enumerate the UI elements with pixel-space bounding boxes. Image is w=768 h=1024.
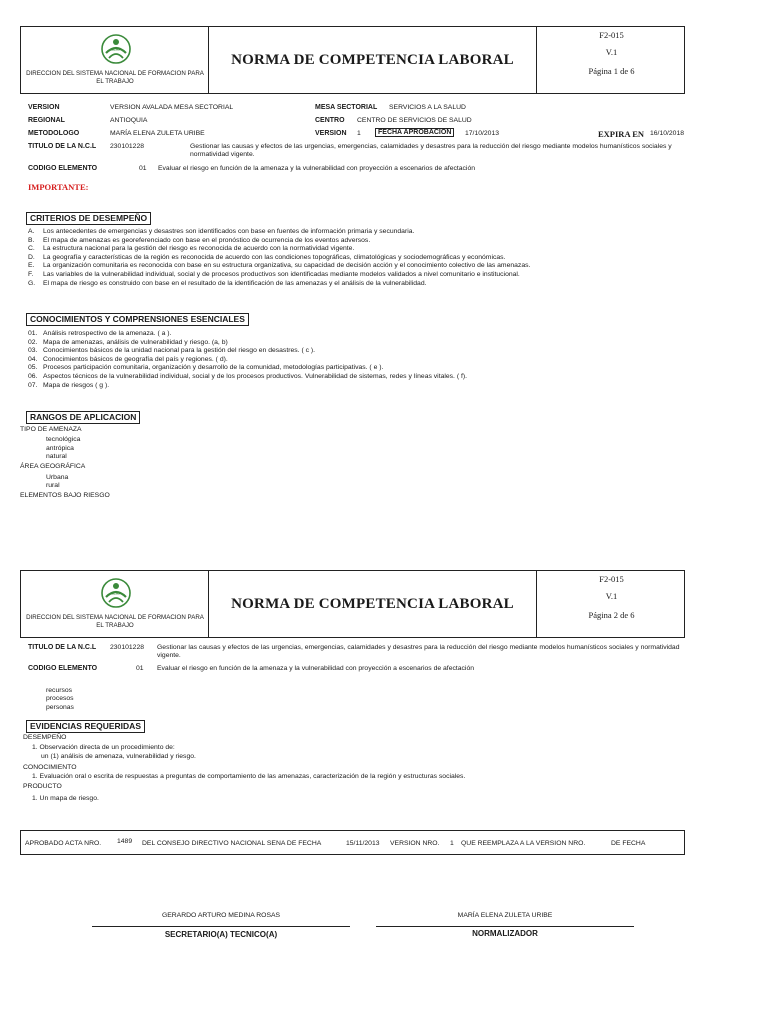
list-item xyxy=(28,237,530,246)
codigo-value: 01 xyxy=(136,665,144,672)
signer1-name: GERARDO ARTURO MEDINA ROSAS xyxy=(161,912,281,919)
version2-label: VERSION xyxy=(315,130,347,137)
titulo-value: Gestionar las causas y efectos de las urgencias, emergencias, calamidades y desastres para la reducción del riesgo mediante modelos humanísticos sociales y normatividad vigente. xyxy=(190,143,672,158)
header-direction: DIRECCION DEL SISTEMA NACIONAL DE FORMACION PARA EL TRABAJO xyxy=(26,70,204,85)
elementos-item: recursos xyxy=(46,687,73,694)
elementos-label: ELEMENTOS BAJO RIESGO xyxy=(20,492,110,499)
list-item-key: A. xyxy=(28,228,35,235)
regional-label: REGIONAL xyxy=(28,117,65,124)
header-title: NORMA DE COMPETENCIA LABORAL xyxy=(231,51,514,68)
producto-label: PRODUCTO xyxy=(23,783,62,790)
list-item xyxy=(28,373,467,382)
list-item-text: Aspectos técnicos de la vulnerabilidad individual, social y de los procesos productivos. Vulnerabilidad de sistemas, redes y líneas vitales. ( f). xyxy=(43,372,468,380)
fecha-aprobacion-label: FECHA APROBACION xyxy=(375,128,454,137)
mesa-label: MESA SECTORIAL xyxy=(315,104,378,111)
list-item-key: D. xyxy=(28,253,35,261)
fecha-aprobacion-value: 17/10/2013 xyxy=(465,130,500,137)
tipo-amenaza-label: TIPO DE AMENAZA xyxy=(20,426,82,433)
header-title: NORMA DE COMPETENCIA LABORAL xyxy=(231,595,514,612)
header-direction: DIRECCION DEL SISTEMA NACIONAL DE FORMACION PARA EL TRABAJO xyxy=(26,614,204,629)
header-logo-cell xyxy=(21,27,209,93)
titulo-label: TITULO DE LA N.C.L xyxy=(28,143,97,150)
codigo-label: CODIGO ELEMENTO xyxy=(28,165,98,172)
elementos-item: personas xyxy=(46,704,74,711)
metodologo-label: METODOLOGO xyxy=(28,130,80,137)
list-item-key: 03. xyxy=(28,347,38,355)
list-item xyxy=(28,254,530,263)
consejo-label: DEL CONSEJO DIRECTIVO NACIONAL SENA DE FECHA xyxy=(142,840,322,847)
list-item-key: 01. xyxy=(28,330,38,337)
list-item xyxy=(28,364,467,373)
expira-value: 16/10/2018 xyxy=(650,130,685,137)
signer2-role: NORMALIZADOR xyxy=(472,929,538,938)
list-item-text: La geografía y características de la región es reconocida de acuerdo con las condiciones topográficas, climatológicas y sociodemográficas y económicas. xyxy=(43,253,506,261)
consejo-fecha: 15/11/2013 xyxy=(346,840,380,847)
criterios-list xyxy=(28,228,530,288)
sena-logo-icon xyxy=(100,33,132,67)
aprobado-box xyxy=(20,830,685,855)
titulo-value: Gestionar las causas y efectos de las urgencias, emergencias, calamidades y desastres para la reducción del riesgo mediante modelos humanísticos sociales y normatividad vigente. xyxy=(157,644,680,659)
list-item-text: Conocimientos básicos de geografía del país y regiones. ( d). xyxy=(43,355,228,363)
conocimiento-label: CONOCIMIENTO xyxy=(23,764,77,771)
version-nro: 1 xyxy=(450,840,454,847)
list-item-text: Mapa de riesgos ( g ). xyxy=(43,381,110,389)
centro-value: CENTRO DE SERVICIOS DE SALUD xyxy=(357,117,472,124)
area-label: ÁREA GEOGRÁFICA xyxy=(20,463,86,470)
tipo-item: tecnológica xyxy=(46,436,81,443)
signer1-role: SECRETARIO(A) TECNICO(A) xyxy=(164,930,278,939)
list-item-text: La estructura nacional para la gestión del riesgo es reconocida de acuerdo con la normatividad vigente. xyxy=(43,245,355,253)
tipo-item: antrópica xyxy=(46,445,74,452)
producto-item: 1. Un mapa de riesgo. xyxy=(32,795,99,802)
list-item-text: Conocimientos básicos de la unidad nacional para la gestión del riesgo en desastres. ( c ). xyxy=(43,347,316,355)
list-item-key: G. xyxy=(28,279,36,287)
codigo-label: CODIGO ELEMENTO xyxy=(28,665,98,672)
list-item-key: 07. xyxy=(28,381,38,389)
logo-text: SENA xyxy=(110,46,122,52)
desempeno-label: DESEMPEÑO xyxy=(23,734,67,741)
version-label: VERSION xyxy=(28,104,60,111)
codigo-value: 01 xyxy=(139,165,147,172)
list-item-key: 04. xyxy=(28,355,38,363)
evidencias-section-title: EVIDENCIAS REQUERIDAS xyxy=(26,720,145,733)
header-title-cell xyxy=(209,27,537,93)
list-item-key: 02. xyxy=(28,338,38,346)
tipo-item: natural xyxy=(46,453,67,460)
rangos-section-title: RANGOS DE APLICACION xyxy=(26,411,140,424)
list-item xyxy=(28,382,467,391)
sena-logo-icon xyxy=(100,577,132,611)
desempeno-sub: un (1) análisis de amenaza, vulnerabilidad y riesgo. xyxy=(41,753,196,760)
page-number: Página 1 de 6 xyxy=(588,66,635,76)
expira-label: EXPIRA EN xyxy=(598,129,645,139)
codigo-text: Evaluar el riesgo en función de la amenaza y la vulnerabilidad con proyección a escenarios de afectación xyxy=(158,165,476,172)
list-item-key: B. xyxy=(28,236,35,244)
list-item xyxy=(28,245,530,254)
list-item-text: El mapa de amenazas es georeferenciado con base en el pronóstico de ocurrencia de los eventos adversos. xyxy=(43,236,371,244)
list-item-text: Análisis retrospectivo de la amenaza. ( a ). xyxy=(43,330,172,337)
area-item: rural xyxy=(46,482,60,489)
logo-text: SENA xyxy=(110,590,122,596)
version2-value: 1 xyxy=(357,130,361,137)
header-title-cell xyxy=(209,571,537,637)
regional-value: ANTIOQUIA xyxy=(110,117,148,124)
list-item-text: La organización comunitaria es reconocida con base en su estructura organizativa, su capacidad de decisión acción y el conocimiento colectivo de las amenazas. xyxy=(43,262,531,270)
list-item-key: 05. xyxy=(28,364,38,372)
metodologo-value: MARÍA ELENA ZULETA URIBE xyxy=(110,130,205,137)
header-meta-cell xyxy=(537,27,686,93)
page1-header xyxy=(20,26,685,94)
acta-nro: 1489 xyxy=(117,838,133,845)
header-meta-cell xyxy=(537,571,686,637)
criterios-section-title: CRITERIOS DE DESEMPEÑO xyxy=(26,212,151,225)
version-nro-label: VERSION NRO. xyxy=(390,840,440,847)
signer2-name: MARÍA ELENA ZULETA URIBE xyxy=(457,912,553,919)
form-version: V.1 xyxy=(605,47,618,57)
list-item-key: F. xyxy=(28,270,34,278)
form-version: V.1 xyxy=(605,591,618,601)
page2-header xyxy=(20,570,685,638)
signature-line xyxy=(376,926,634,927)
conocimientos-list xyxy=(28,330,467,390)
header-logo-cell xyxy=(21,571,209,637)
titulo-code: 230101228 xyxy=(110,143,145,150)
centro-label: CENTRO xyxy=(315,117,345,124)
list-item-key: C. xyxy=(28,245,35,253)
list-item xyxy=(28,339,467,348)
list-item-text: El mapa de riesgo es construido con base en el resultado de la identificación de las amenazas y el análisis de la vulnerabilidad. xyxy=(43,279,427,287)
list-item-text: Mapa de amenazas, análisis de vulnerabilidad y riesgo. (a, b) xyxy=(43,338,228,346)
list-item-key: E. xyxy=(28,262,35,270)
area-item: Urbana xyxy=(46,474,69,481)
list-item xyxy=(28,280,530,289)
de-fecha-label: DE FECHA xyxy=(611,840,646,847)
list-item xyxy=(28,262,530,271)
list-item-text: Procesos participación comunitaria, organización y desarrollo de la comunidad, metodologías participativas. ( e ). xyxy=(43,364,384,372)
conocimientos-section-title: CONOCIMIENTOS Y COMPRENSIONES ESENCIALES xyxy=(26,313,249,326)
elementos-item: procesos xyxy=(46,695,74,702)
list-item xyxy=(28,271,530,280)
list-item xyxy=(28,330,467,339)
importante-label: IMPORTANTE: xyxy=(28,182,89,192)
titulo-code: 230101228 xyxy=(110,644,145,651)
version-value: VERSION AVALADA MESA SECTORIAL xyxy=(110,104,234,111)
mesa-value: SERVICIOS A LA SALUD xyxy=(389,104,466,111)
list-item-key: 06. xyxy=(28,372,38,380)
signature-line xyxy=(92,926,350,927)
conocimiento-item: 1. Evaluación oral o escrita de respuestas a preguntas de comportamiento de las amenazas, caracterización de la región y estructuras sociales. xyxy=(32,773,466,780)
list-item-text: Los antecedentes de emergencias y desastres son identificados con base en fuentes de información primaria y secundaria. xyxy=(43,228,415,235)
reemplaza-label: QUE REEMPLAZA A LA VERSION NRO. xyxy=(461,840,586,847)
titulo-label: TITULO DE LA N.C.L xyxy=(28,644,97,651)
codigo-text: Evaluar el riesgo en función de la amenaza y la vulnerabilidad con proyección a escenarios de afectación xyxy=(157,665,475,672)
page-number: Página 2 de 6 xyxy=(588,610,635,620)
aprobado-label: APROBADO ACTA NRO. xyxy=(25,840,102,847)
list-item xyxy=(28,347,467,356)
form-code: F2-015 xyxy=(599,30,624,40)
list-item xyxy=(28,228,530,237)
list-item xyxy=(28,356,467,365)
list-item-text: Las variables de la vulnerabilidad individual, social y de procesos productivos son identificadas mediante modelos validados a nivel comunitario e institucional. xyxy=(43,270,520,278)
form-code: F2-015 xyxy=(599,574,624,584)
desempeno-item: 1. Observación directa de un procedimiento de: xyxy=(32,744,175,751)
